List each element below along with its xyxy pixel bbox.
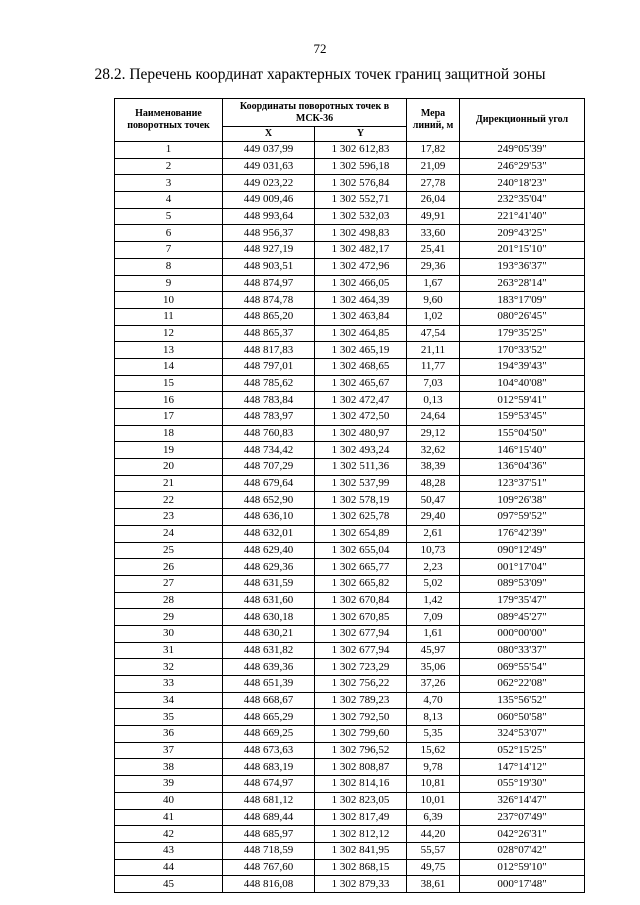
point-number-cell: 1: [115, 142, 223, 159]
direction-angle-cell: 324°53'07": [460, 726, 585, 743]
x-coordinate-cell: 448 874,97: [223, 275, 315, 292]
y-coordinate-cell: 1 302 879,33: [315, 876, 407, 893]
direction-angle-cell: 062°22'08": [460, 676, 585, 693]
table-row: [115, 425, 585, 442]
line-measure-cell: 38,61: [407, 876, 460, 893]
x-coordinate-cell: 448 718,59: [223, 842, 315, 859]
direction-angle-cell: 179°35'47": [460, 592, 585, 609]
point-number-cell: 7: [115, 242, 223, 259]
point-number-cell: 24: [115, 525, 223, 542]
y-coordinate-cell: 1 302 463,84: [315, 308, 407, 325]
table-row: [115, 709, 585, 726]
direction-angle-cell: 012°59'41": [460, 392, 585, 409]
line-measure-cell: 55,57: [407, 842, 460, 859]
table-row: [115, 826, 585, 843]
direction-angle-cell: 109°26'38": [460, 492, 585, 509]
x-coordinate-cell: 448 674,97: [223, 776, 315, 793]
point-number-cell: 12: [115, 325, 223, 342]
table-row: [115, 459, 585, 476]
direction-angle-cell: 123°37'51": [460, 475, 585, 492]
line-measure-cell: 29,36: [407, 258, 460, 275]
point-number-cell: 14: [115, 358, 223, 375]
y-coordinate-cell: 1 302 511,36: [315, 459, 407, 476]
direction-angle-cell: 042°26'31": [460, 826, 585, 843]
line-measure-cell: 2,61: [407, 525, 460, 542]
table-row: [115, 158, 585, 175]
x-coordinate-cell: 448 631,59: [223, 575, 315, 592]
direction-angle-cell: 104°40'08": [460, 375, 585, 392]
point-number-cell: 4: [115, 192, 223, 209]
direction-angle-cell: 028°07'42": [460, 842, 585, 859]
table-row: [115, 525, 585, 542]
direction-angle-cell: 263°28'14": [460, 275, 585, 292]
line-measure-cell: 17,82: [407, 142, 460, 159]
direction-angle-cell: 080°33'37": [460, 642, 585, 659]
x-coordinate-cell: 448 993,64: [223, 208, 315, 225]
direction-angle-cell: 089°45'27": [460, 609, 585, 626]
point-number-cell: 42: [115, 826, 223, 843]
point-number-cell: 5: [115, 208, 223, 225]
y-coordinate-cell: 1 302 868,15: [315, 859, 407, 876]
line-measure-cell: 49,91: [407, 208, 460, 225]
x-coordinate-cell: 448 707,29: [223, 459, 315, 476]
table-row: [115, 375, 585, 392]
x-coordinate-cell: 448 865,20: [223, 308, 315, 325]
x-coordinate-cell: 448 673,63: [223, 742, 315, 759]
direction-angle-cell: 135°56'52": [460, 692, 585, 709]
table-row: [115, 292, 585, 309]
line-measure-cell: 1,42: [407, 592, 460, 609]
line-measure-cell: 33,60: [407, 225, 460, 242]
table-row: [115, 592, 585, 609]
point-number-cell: 38: [115, 759, 223, 776]
header-line-measure: Мера линий, м: [407, 99, 460, 142]
point-number-cell: 23: [115, 509, 223, 526]
point-number-cell: 19: [115, 442, 223, 459]
point-number-cell: 3: [115, 175, 223, 192]
line-measure-cell: 1,02: [407, 308, 460, 325]
point-number-cell: 37: [115, 742, 223, 759]
direction-angle-cell: 055°19'30": [460, 776, 585, 793]
x-coordinate-cell: 449 037,99: [223, 142, 315, 159]
line-measure-cell: 29,40: [407, 509, 460, 526]
coordinates-table: [114, 98, 585, 893]
table-row: [115, 575, 585, 592]
y-coordinate-cell: 1 302 756,22: [315, 676, 407, 693]
y-coordinate-cell: 1 302 552,71: [315, 192, 407, 209]
x-coordinate-cell: 448 651,39: [223, 676, 315, 693]
direction-angle-cell: 069°55'54": [460, 659, 585, 676]
table-row: [115, 742, 585, 759]
direction-angle-cell: 159°53'45": [460, 409, 585, 426]
table-row: [115, 492, 585, 509]
header-x: X: [223, 127, 315, 142]
direction-angle-cell: 240°18'23": [460, 175, 585, 192]
direction-angle-cell: 183°17'09": [460, 292, 585, 309]
direction-angle-cell: 080°26'45": [460, 308, 585, 325]
direction-angle-cell: 209°43'25": [460, 225, 585, 242]
x-coordinate-cell: 448 631,60: [223, 592, 315, 609]
y-coordinate-cell: 1 302 612,83: [315, 142, 407, 159]
table-row: [115, 175, 585, 192]
line-measure-cell: 5,02: [407, 575, 460, 592]
table-row: [115, 642, 585, 659]
line-measure-cell: 8,13: [407, 709, 460, 726]
point-number-cell: 8: [115, 258, 223, 275]
direction-angle-cell: 201°15'10": [460, 242, 585, 259]
x-coordinate-cell: 449 023,22: [223, 175, 315, 192]
x-coordinate-cell: 448 734,42: [223, 442, 315, 459]
x-coordinate-cell: 448 797,01: [223, 358, 315, 375]
line-measure-cell: 21,09: [407, 158, 460, 175]
y-coordinate-cell: 1 302 677,94: [315, 625, 407, 642]
line-measure-cell: 24,64: [407, 409, 460, 426]
direction-angle-cell: 147°14'12": [460, 759, 585, 776]
table-row: [115, 659, 585, 676]
y-coordinate-cell: 1 302 480,97: [315, 425, 407, 442]
x-coordinate-cell: 448 681,12: [223, 792, 315, 809]
point-number-cell: 34: [115, 692, 223, 709]
line-measure-cell: 38,39: [407, 459, 460, 476]
y-coordinate-cell: 1 302 817,49: [315, 809, 407, 826]
y-coordinate-cell: 1 302 841,95: [315, 842, 407, 859]
y-coordinate-cell: 1 302 576,84: [315, 175, 407, 192]
direction-angle-cell: 052°15'25": [460, 742, 585, 759]
table-row: [115, 142, 585, 159]
x-coordinate-cell: 448 874,78: [223, 292, 315, 309]
point-number-cell: 13: [115, 342, 223, 359]
direction-angle-cell: 000°00'00": [460, 625, 585, 642]
point-number-cell: 43: [115, 842, 223, 859]
table-row: [115, 842, 585, 859]
point-number-cell: 35: [115, 709, 223, 726]
point-number-cell: 9: [115, 275, 223, 292]
line-measure-cell: 27,78: [407, 175, 460, 192]
point-number-cell: 18: [115, 425, 223, 442]
point-number-cell: 32: [115, 659, 223, 676]
x-coordinate-cell: 448 683,19: [223, 759, 315, 776]
table-row: [115, 409, 585, 426]
point-number-cell: 36: [115, 726, 223, 743]
line-measure-cell: 49,75: [407, 859, 460, 876]
line-measure-cell: 10,01: [407, 792, 460, 809]
direction-angle-cell: 136°04'36": [460, 459, 585, 476]
y-coordinate-cell: 1 302 596,18: [315, 158, 407, 175]
direction-angle-cell: 089°53'09": [460, 575, 585, 592]
point-number-cell: 28: [115, 592, 223, 609]
y-coordinate-cell: 1 302 472,50: [315, 409, 407, 426]
line-measure-cell: 29,12: [407, 425, 460, 442]
line-measure-cell: 0,13: [407, 392, 460, 409]
direction-angle-cell: 232°35'04": [460, 192, 585, 209]
line-measure-cell: 4,70: [407, 692, 460, 709]
header-point-name: Наименование поворотных точек: [115, 99, 223, 142]
y-coordinate-cell: 1 302 465,67: [315, 375, 407, 392]
table-row: [115, 542, 585, 559]
point-number-cell: 2: [115, 158, 223, 175]
point-number-cell: 10: [115, 292, 223, 309]
direction-angle-cell: 170°33'52": [460, 342, 585, 359]
table-row: [115, 325, 585, 342]
y-coordinate-cell: 1 302 792,50: [315, 709, 407, 726]
x-coordinate-cell: 448 629,36: [223, 559, 315, 576]
y-coordinate-cell: 1 302 670,85: [315, 609, 407, 626]
table-row: [115, 676, 585, 693]
point-number-cell: 26: [115, 559, 223, 576]
point-number-cell: 30: [115, 625, 223, 642]
direction-angle-cell: 237°07'49": [460, 809, 585, 826]
direction-angle-cell: 221°41'40": [460, 208, 585, 225]
direction-angle-cell: 179°35'25": [460, 325, 585, 342]
y-coordinate-cell: 1 302 465,19: [315, 342, 407, 359]
line-measure-cell: 48,28: [407, 475, 460, 492]
line-measure-cell: 10,73: [407, 542, 460, 559]
y-coordinate-cell: 1 302 468,65: [315, 358, 407, 375]
y-coordinate-cell: 1 302 498,83: [315, 225, 407, 242]
x-coordinate-cell: 448 630,21: [223, 625, 315, 642]
point-number-cell: 40: [115, 792, 223, 809]
line-measure-cell: 1,67: [407, 275, 460, 292]
direction-angle-cell: 194°39'43": [460, 358, 585, 375]
direction-angle-cell: 000°17'48": [460, 876, 585, 893]
point-number-cell: 41: [115, 809, 223, 826]
direction-angle-cell: 060°50'58": [460, 709, 585, 726]
x-coordinate-cell: 448 632,01: [223, 525, 315, 542]
line-measure-cell: 47,54: [407, 325, 460, 342]
y-coordinate-cell: 1 302 464,85: [315, 325, 407, 342]
direction-angle-cell: 176°42'39": [460, 525, 585, 542]
table-row: [115, 392, 585, 409]
direction-angle-cell: 146°15'40": [460, 442, 585, 459]
x-coordinate-cell: 448 639,36: [223, 659, 315, 676]
y-coordinate-cell: 1 302 799,60: [315, 726, 407, 743]
line-measure-cell: 45,97: [407, 642, 460, 659]
line-measure-cell: 26,04: [407, 192, 460, 209]
x-coordinate-cell: 448 783,97: [223, 409, 315, 426]
line-measure-cell: 7,09: [407, 609, 460, 626]
x-coordinate-cell: 448 631,82: [223, 642, 315, 659]
table-row: [115, 242, 585, 259]
line-measure-cell: 21,11: [407, 342, 460, 359]
point-number-cell: 44: [115, 859, 223, 876]
point-number-cell: 22: [115, 492, 223, 509]
table-row: [115, 792, 585, 809]
table-row: [115, 692, 585, 709]
y-coordinate-cell: 1 302 466,05: [315, 275, 407, 292]
x-coordinate-cell: 449 031,63: [223, 158, 315, 175]
y-coordinate-cell: 1 302 537,99: [315, 475, 407, 492]
x-coordinate-cell: 448 817,83: [223, 342, 315, 359]
point-number-cell: 15: [115, 375, 223, 392]
x-coordinate-cell: 448 783,84: [223, 392, 315, 409]
y-coordinate-cell: 1 302 472,96: [315, 258, 407, 275]
line-measure-cell: 35,06: [407, 659, 460, 676]
table-row: [115, 509, 585, 526]
y-coordinate-cell: 1 302 655,04: [315, 542, 407, 559]
header-direction-angle: Дирекционный угол: [460, 99, 585, 142]
x-coordinate-cell: 449 009,46: [223, 192, 315, 209]
x-coordinate-cell: 448 760,83: [223, 425, 315, 442]
table-row: [115, 809, 585, 826]
x-coordinate-cell: 448 636,10: [223, 509, 315, 526]
y-coordinate-cell: 1 302 823,05: [315, 792, 407, 809]
x-coordinate-cell: 448 816,08: [223, 876, 315, 893]
table-row: [115, 625, 585, 642]
point-number-cell: 16: [115, 392, 223, 409]
x-coordinate-cell: 448 689,44: [223, 809, 315, 826]
y-coordinate-cell: 1 302 670,84: [315, 592, 407, 609]
x-coordinate-cell: 448 652,90: [223, 492, 315, 509]
line-measure-cell: 10,81: [407, 776, 460, 793]
direction-angle-cell: 090°12'49": [460, 542, 585, 559]
line-measure-cell: 5,35: [407, 726, 460, 743]
y-coordinate-cell: 1 302 464,39: [315, 292, 407, 309]
y-coordinate-cell: 1 302 625,78: [315, 509, 407, 526]
table-row: [115, 358, 585, 375]
x-coordinate-cell: 448 629,40: [223, 542, 315, 559]
table-row: [115, 776, 585, 793]
x-coordinate-cell: 448 903,51: [223, 258, 315, 275]
x-coordinate-cell: 448 927,19: [223, 242, 315, 259]
point-number-cell: 6: [115, 225, 223, 242]
line-measure-cell: 9,78: [407, 759, 460, 776]
table-row: [115, 342, 585, 359]
table-row: [115, 208, 585, 225]
y-coordinate-cell: 1 302 665,82: [315, 575, 407, 592]
direction-angle-cell: 097°59'52": [460, 509, 585, 526]
section-heading: 28.2. Перечень координат характерных точек границ защитной зоны: [94, 66, 546, 83]
table-row: [115, 876, 585, 893]
direction-angle-cell: 246°29'53": [460, 158, 585, 175]
table-row: [115, 609, 585, 626]
y-coordinate-cell: 1 302 808,87: [315, 759, 407, 776]
line-measure-cell: 15,62: [407, 742, 460, 759]
line-measure-cell: 32,62: [407, 442, 460, 459]
line-measure-cell: 11,77: [407, 358, 460, 375]
y-coordinate-cell: 1 302 665,77: [315, 559, 407, 576]
y-coordinate-cell: 1 302 723,29: [315, 659, 407, 676]
x-coordinate-cell: 448 668,67: [223, 692, 315, 709]
point-number-cell: 29: [115, 609, 223, 626]
line-measure-cell: 7,03: [407, 375, 460, 392]
y-coordinate-cell: 1 302 677,94: [315, 642, 407, 659]
point-number-cell: 31: [115, 642, 223, 659]
point-number-cell: 20: [115, 459, 223, 476]
x-coordinate-cell: 448 685,97: [223, 826, 315, 843]
line-measure-cell: 6,39: [407, 809, 460, 826]
direction-angle-cell: 012°59'10": [460, 859, 585, 876]
table-row: [115, 442, 585, 459]
line-measure-cell: 9,60: [407, 292, 460, 309]
line-measure-cell: 44,20: [407, 826, 460, 843]
x-coordinate-cell: 448 956,37: [223, 225, 315, 242]
table-row: [115, 258, 585, 275]
table-row: [115, 759, 585, 776]
y-coordinate-cell: 1 302 814,16: [315, 776, 407, 793]
point-number-cell: 17: [115, 409, 223, 426]
point-number-cell: 45: [115, 876, 223, 893]
direction-angle-cell: 001°17'04": [460, 559, 585, 576]
point-number-cell: 27: [115, 575, 223, 592]
direction-angle-cell: 249°05'39": [460, 142, 585, 159]
table-row: [115, 225, 585, 242]
x-coordinate-cell: 448 669,25: [223, 726, 315, 743]
line-measure-cell: 2,23: [407, 559, 460, 576]
page-number: 72: [313, 41, 327, 56]
line-measure-cell: 25,41: [407, 242, 460, 259]
y-coordinate-cell: 1 302 789,23: [315, 692, 407, 709]
table-row: [115, 726, 585, 743]
table-body: [115, 142, 585, 893]
y-coordinate-cell: 1 302 654,89: [315, 525, 407, 542]
point-number-cell: 33: [115, 676, 223, 693]
table-row: [115, 308, 585, 325]
point-number-cell: 25: [115, 542, 223, 559]
x-coordinate-cell: 448 767,60: [223, 859, 315, 876]
y-coordinate-cell: 1 302 796,52: [315, 742, 407, 759]
y-coordinate-cell: 1 302 482,17: [315, 242, 407, 259]
x-coordinate-cell: 448 630,18: [223, 609, 315, 626]
table-row: [115, 859, 585, 876]
line-measure-cell: 50,47: [407, 492, 460, 509]
point-number-cell: 21: [115, 475, 223, 492]
table-row: [115, 475, 585, 492]
x-coordinate-cell: 448 679,64: [223, 475, 315, 492]
header-y: Y: [315, 127, 407, 142]
point-number-cell: 39: [115, 776, 223, 793]
y-coordinate-cell: 1 302 532,03: [315, 208, 407, 225]
y-coordinate-cell: 1 302 472,47: [315, 392, 407, 409]
x-coordinate-cell: 448 665,29: [223, 709, 315, 726]
x-coordinate-cell: 448 785,62: [223, 375, 315, 392]
direction-angle-cell: 155°04'50": [460, 425, 585, 442]
y-coordinate-cell: 1 302 812,12: [315, 826, 407, 843]
line-measure-cell: 1,61: [407, 625, 460, 642]
header-coordinates: Координаты поворотных точек в МСК-36: [223, 99, 407, 127]
table-row: [115, 192, 585, 209]
line-measure-cell: 37,26: [407, 676, 460, 693]
direction-angle-cell: 193°36'37": [460, 258, 585, 275]
y-coordinate-cell: 1 302 578,19: [315, 492, 407, 509]
y-coordinate-cell: 1 302 493,24: [315, 442, 407, 459]
table-row: [115, 275, 585, 292]
x-coordinate-cell: 448 865,37: [223, 325, 315, 342]
point-number-cell: 11: [115, 308, 223, 325]
table-row: [115, 559, 585, 576]
direction-angle-cell: 326°14'47": [460, 792, 585, 809]
